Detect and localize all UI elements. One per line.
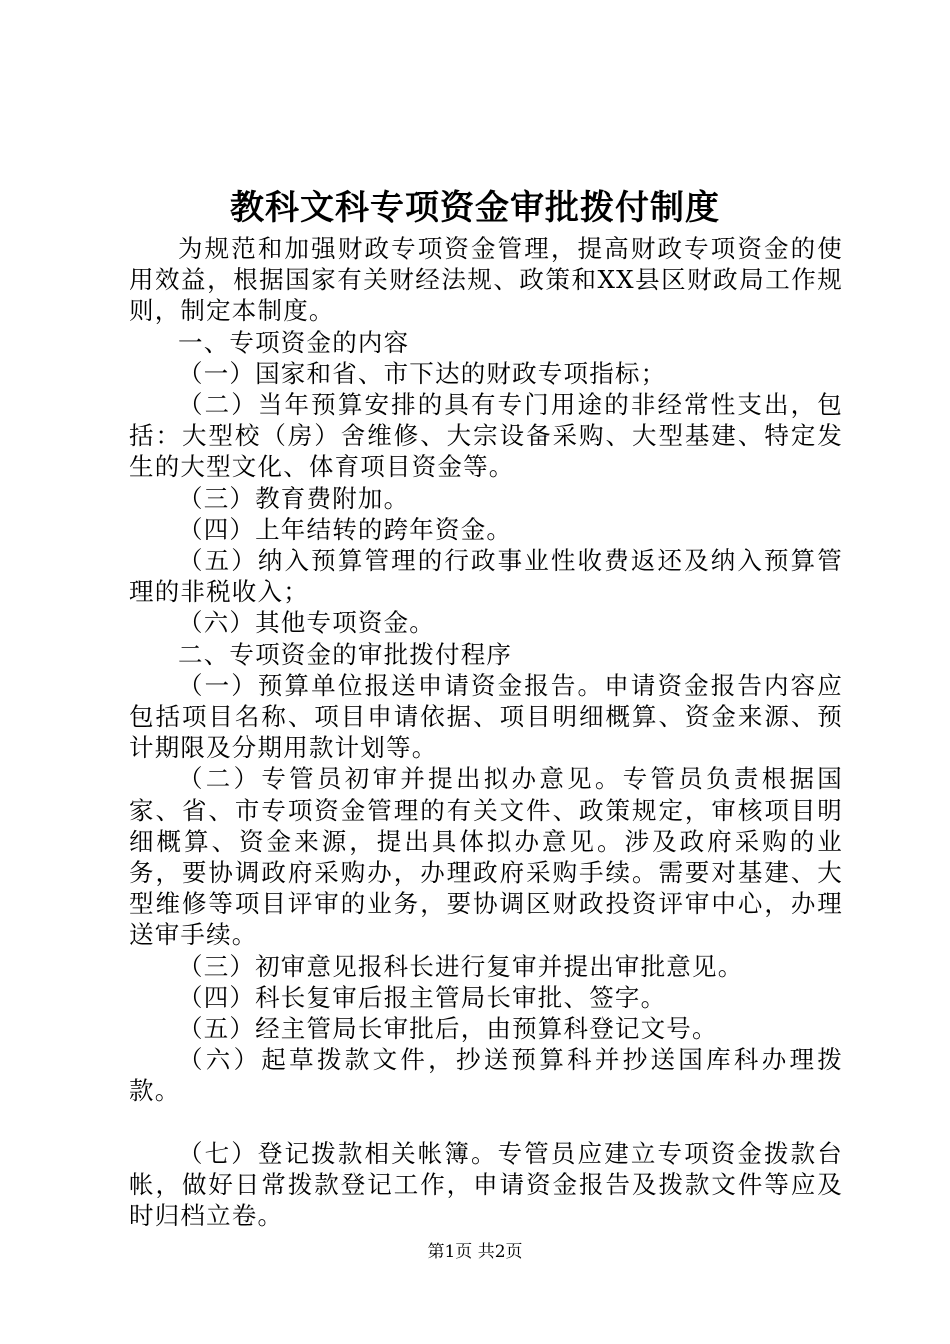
list-item: （六）其他专项资金。 xyxy=(178,608,435,638)
paragraph-intro: 为规范和加强财政专项资金管理，提高财政专项资金的使用效益，根据国家有关财经法规、政策和XX县区财政局工作规则，制定本制度。 xyxy=(129,234,843,326)
list-item: （六）起草拨款文件，抄送预算科并抄送国库科办理拨款。 xyxy=(129,1045,843,1106)
page-footer: 第1页 共2页 xyxy=(427,1242,523,1262)
list-item: （三）初审意见报科长进行复审并提出审批意见。 xyxy=(178,951,744,981)
list-item: （一）国家和省、市下达的财政专项指标； xyxy=(178,358,667,388)
list-item: （七）登记拨款相关帐簿。专管员应建立专项资金拨款台帐，做好日常拨款登记工作，申请资金报告及拨款文件等应及时归档立卷。 xyxy=(129,1138,843,1231)
section-heading-content: 一、专项资金的内容 xyxy=(178,327,410,357)
list-item: （三）教育费附加。 xyxy=(178,483,410,513)
list-item: （五）纳入预算管理的行政事业性收费返还及纳入预算管理的非税收入； xyxy=(129,546,843,607)
list-item: （一）预算单位报送申请资金报告。申请资金报告内容应包括项目名称、项目申请依据、项目明细概算、资金来源、预计期限及分期用款计划等。 xyxy=(129,670,843,763)
section-heading-procedure: 二、专项资金的审批拨付程序 xyxy=(178,639,513,669)
list-item: （四）科长复审后报主管局长审批、签字。 xyxy=(178,982,667,1012)
document-title: 教科文科专项资金审批拨付制度 xyxy=(230,188,720,228)
list-item: （五）经主管局长审批后，由预算科登记文号。 xyxy=(178,1014,718,1044)
list-item: （二）当年预算安排的具有专门用途的非经常性支出，包括：大型校（房）舍维修、大宗设备采购、大型基建、特定发生的大型文化、体育项目资金等。 xyxy=(129,390,843,482)
list-item: （四）上年结转的跨年资金。 xyxy=(178,514,513,544)
document-body xyxy=(129,233,843,1231)
list-item: （二）专管员初审并提出拟办意见。专管员负责根据国家、省、市专项资金管理的有关文件、政策规定，审核项目明细概算、资金来源，提出具体拟办意见。涉及政府采购的业务，要协调政府采购办，办理政府采购手续。需要对基建、大型维修等项目评审的业务，要协调区财政投资评审中心，办理送审手续。 xyxy=(129,764,843,950)
